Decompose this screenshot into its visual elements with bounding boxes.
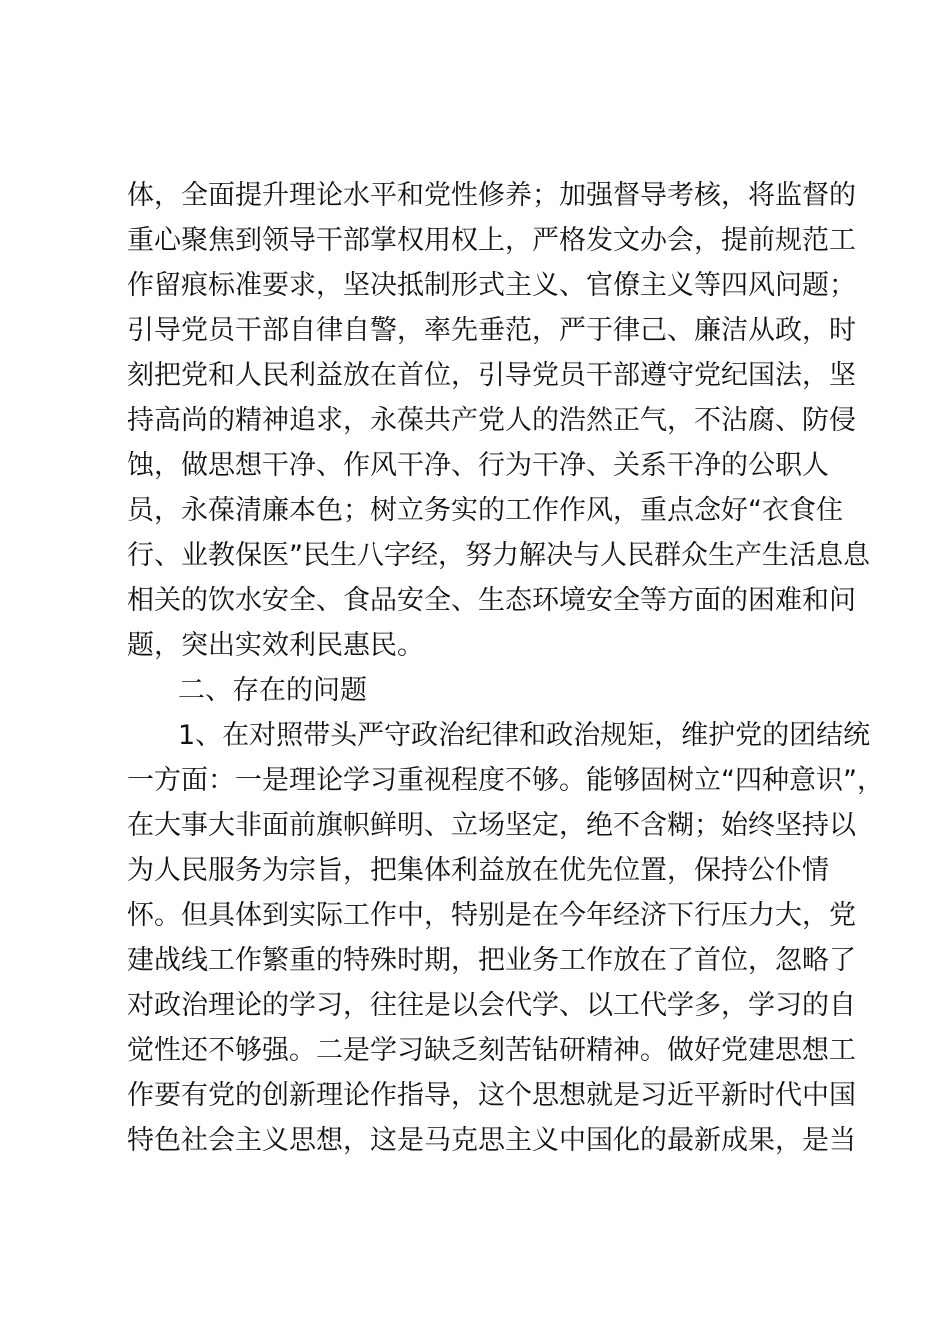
- text-line-11: 题，突出实效利民惠民。: [127, 630, 424, 661]
- text-line-7: 蚀，做思想干净、作风干净、行为干净、关系干净的公职人: [127, 450, 829, 481]
- section-heading: 二、存在的问题: [178, 675, 367, 706]
- text-line-3: 作留痕标准要求，坚决抵制形式主义、官僚主义等四风问题；: [127, 270, 856, 301]
- text-line-14: 一方面：一是理论学习重视程度不够。能够固树立“四种意识”，: [127, 765, 884, 796]
- text-line-13: 1、在对照带头严守政治纪律和政治规矩，维护党的团结统: [178, 720, 871, 751]
- text-line-8: 员，永葆清廉本色；树立务实的工作作风，重点念好“衣食住: [127, 495, 843, 526]
- text-line-15: 在大事大非面前旗帜鲜明、立场坚定，绝不含糊；始终坚持以: [127, 810, 856, 841]
- text-line-22: 特色社会主义思想，这是马克思主义中国化的最新成果，是当: [127, 1125, 856, 1156]
- text-line-10: 相关的饮水安全、食品安全、生态环境安全等方面的困难和问: [127, 585, 856, 616]
- text-line-19: 对政治理论的学习，往往是以会代学、以工代学多，学习的自: [127, 990, 856, 1021]
- text-line-17: 怀。但具体到实际工作中，特别是在今年经济下行压力大，党: [127, 900, 856, 931]
- text-line-16: 为人民服务为宗旨，把集体利益放在优先位置，保持公仆情: [127, 855, 829, 886]
- text-line-20: 觉性还不够强。二是学习缺乏刻苦钻研精神。做好党建思想工: [127, 1035, 856, 1066]
- text-line-4: 引导党员干部自律自警，率先垂范，严于律己、廉洁从政，时: [127, 315, 856, 346]
- text-line-18: 建战线工作繁重的特殊时期，把业务工作放在了首位，忽略了: [127, 945, 856, 976]
- text-line-5: 刻把党和人民利益放在首位，引导党员干部遵守党纪国法，坚: [127, 360, 856, 391]
- text-line-1: 体，全面提升理论水平和党性修养；加强督导考核，将监督的: [127, 180, 856, 211]
- text-line-9: 行、业教保医”民生八字经，努力解决与人民群众生产生活息息: [127, 540, 870, 571]
- text-line-21: 作要有党的创新理论作指导，这个思想就是习近平新时代中国: [127, 1080, 856, 1111]
- text-line-6: 持高尚的精神追求，永葆共产党人的浩然正气，不沾腐、防侵: [127, 405, 856, 436]
- text-line-2: 重心聚焦到领导干部掌权用权上，严格发文办会，提前规范工: [127, 225, 856, 256]
